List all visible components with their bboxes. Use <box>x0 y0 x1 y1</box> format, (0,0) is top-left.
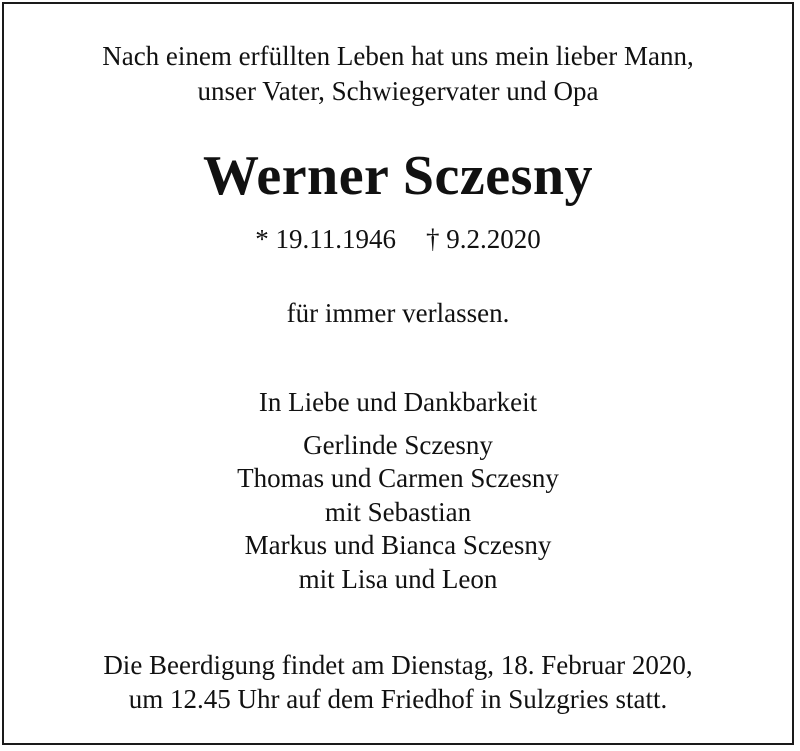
mourners-heading: In Liebe und Dankbarkeit <box>258 387 538 417</box>
closing-line: für immer verlassen. <box>286 298 510 328</box>
funeral-line-1: Die Beerdigung findet am Dienstag, 18. Februar 2020, <box>103 650 693 680</box>
mourner-line: Thomas und Carmen Sczesny <box>237 463 559 493</box>
mourner-line: mit Lisa und Leon <box>298 564 498 594</box>
mourner-line: Gerlinde Sczesny <box>303 430 493 460</box>
deceased-name: Werner Sczesny <box>202 145 594 207</box>
intro-line-2: unser Vater, Schwiegervater und Opa <box>197 76 599 106</box>
mourner-line: mit Sebastian <box>324 497 472 527</box>
death-date: † 9.2.2020 <box>426 224 541 254</box>
obituary-notice <box>2 2 794 745</box>
funeral-line-2: um 12.45 Uhr auf dem Friedhof in Sulzgries statt. <box>128 684 668 714</box>
life-dates <box>4 223 792 255</box>
intro-line-1: Nach einem erfüllten Leben hat uns mein lieber Mann, <box>102 41 694 71</box>
birth-date: * 19.11.1946 <box>255 224 396 254</box>
mourner-line: Markus und Bianca Sczesny <box>244 530 552 560</box>
